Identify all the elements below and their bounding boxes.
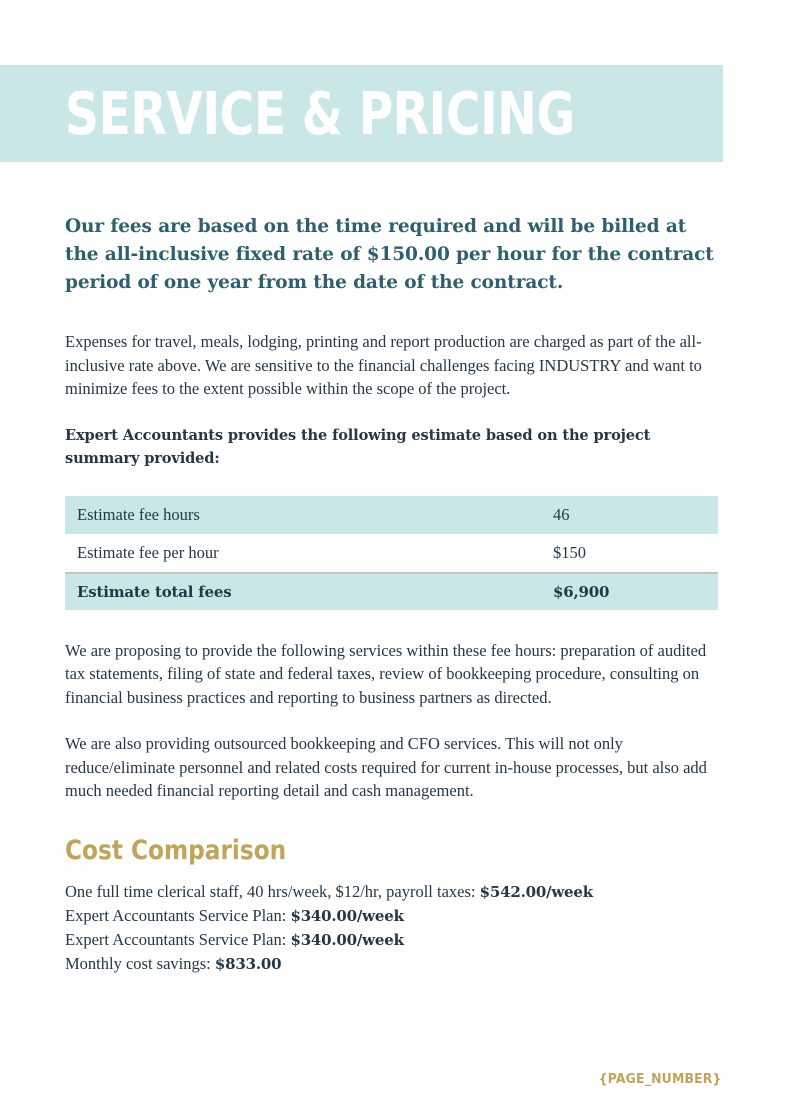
table-row <box>65 534 718 573</box>
table-cell-label: Estimate fee hours <box>65 496 553 534</box>
cost-line <box>65 952 718 976</box>
page-number-footer: {PAGE_NUMBER} <box>599 1071 722 1087</box>
estimate-intro-paragraph: Expert Accountants provides the following estimate based on the project summary provided: <box>65 426 651 467</box>
cost-line-text: Expert Accountants Service Plan: <box>65 905 291 925</box>
cost-line <box>65 880 718 904</box>
table-cell-value: $150 <box>553 534 718 573</box>
cost-line <box>65 904 718 928</box>
page-header-band <box>0 65 723 162</box>
cost-line-text: Expert Accountants Service Plan: <box>65 929 291 949</box>
expenses-paragraph: Expenses for travel, meals, lodging, printing and report production are charged as part of the all-inclusive rate above. We are sensitive to the financial challenges facing INDUSTRY and want to minimize fees to the extent possible within the scope of the project. <box>65 332 702 398</box>
table-row <box>65 496 718 534</box>
cost-line-text: One full time clerical staff, 40 hrs/week, $12/hr, payroll taxes: <box>65 881 480 901</box>
table-cell-label: Estimate fee per hour <box>65 534 553 573</box>
table-cell-label: Estimate total fees <box>65 573 553 610</box>
lead-paragraph: Our fees are based on the time required and will be billed at the all-inclusive fixed rate of $150.00 per hour for the contract period of one year from the date of the contract. <box>65 216 714 293</box>
cost-line-value: $340.00/week <box>290 906 404 925</box>
table-cell-value: $6,900 <box>553 573 718 610</box>
outsourcing-paragraph: We are also providing outsourced bookkeeping and CFO services. This will not only reduce/eliminate personnel and related costs required for current in-house processes, but also add much needed financial reporting detail and cash management. <box>65 734 707 800</box>
content-column <box>65 213 718 976</box>
cost-line <box>65 928 718 952</box>
cost-comparison-heading: Cost Comparison <box>65 834 287 866</box>
table-cell-value: 46 <box>553 496 718 534</box>
page-title: SERVICE & PRICING <box>65 79 575 148</box>
fee-estimate-table <box>65 496 718 610</box>
cost-line-text: Monthly cost savings: <box>65 953 215 973</box>
table-row-total <box>65 573 718 610</box>
cost-line-value: $542.00/week <box>479 882 593 901</box>
services-paragraph: We are proposing to provide the following services within these fee hours: preparation of audited tax statements, filing of state and federal taxes, review of bookkeeping procedure, consulting on financial business practices and reporting to business partners as directed. <box>65 640 707 707</box>
cost-line-value: $340.00/week <box>290 930 404 949</box>
cost-line-value: $833.00 <box>214 954 282 973</box>
